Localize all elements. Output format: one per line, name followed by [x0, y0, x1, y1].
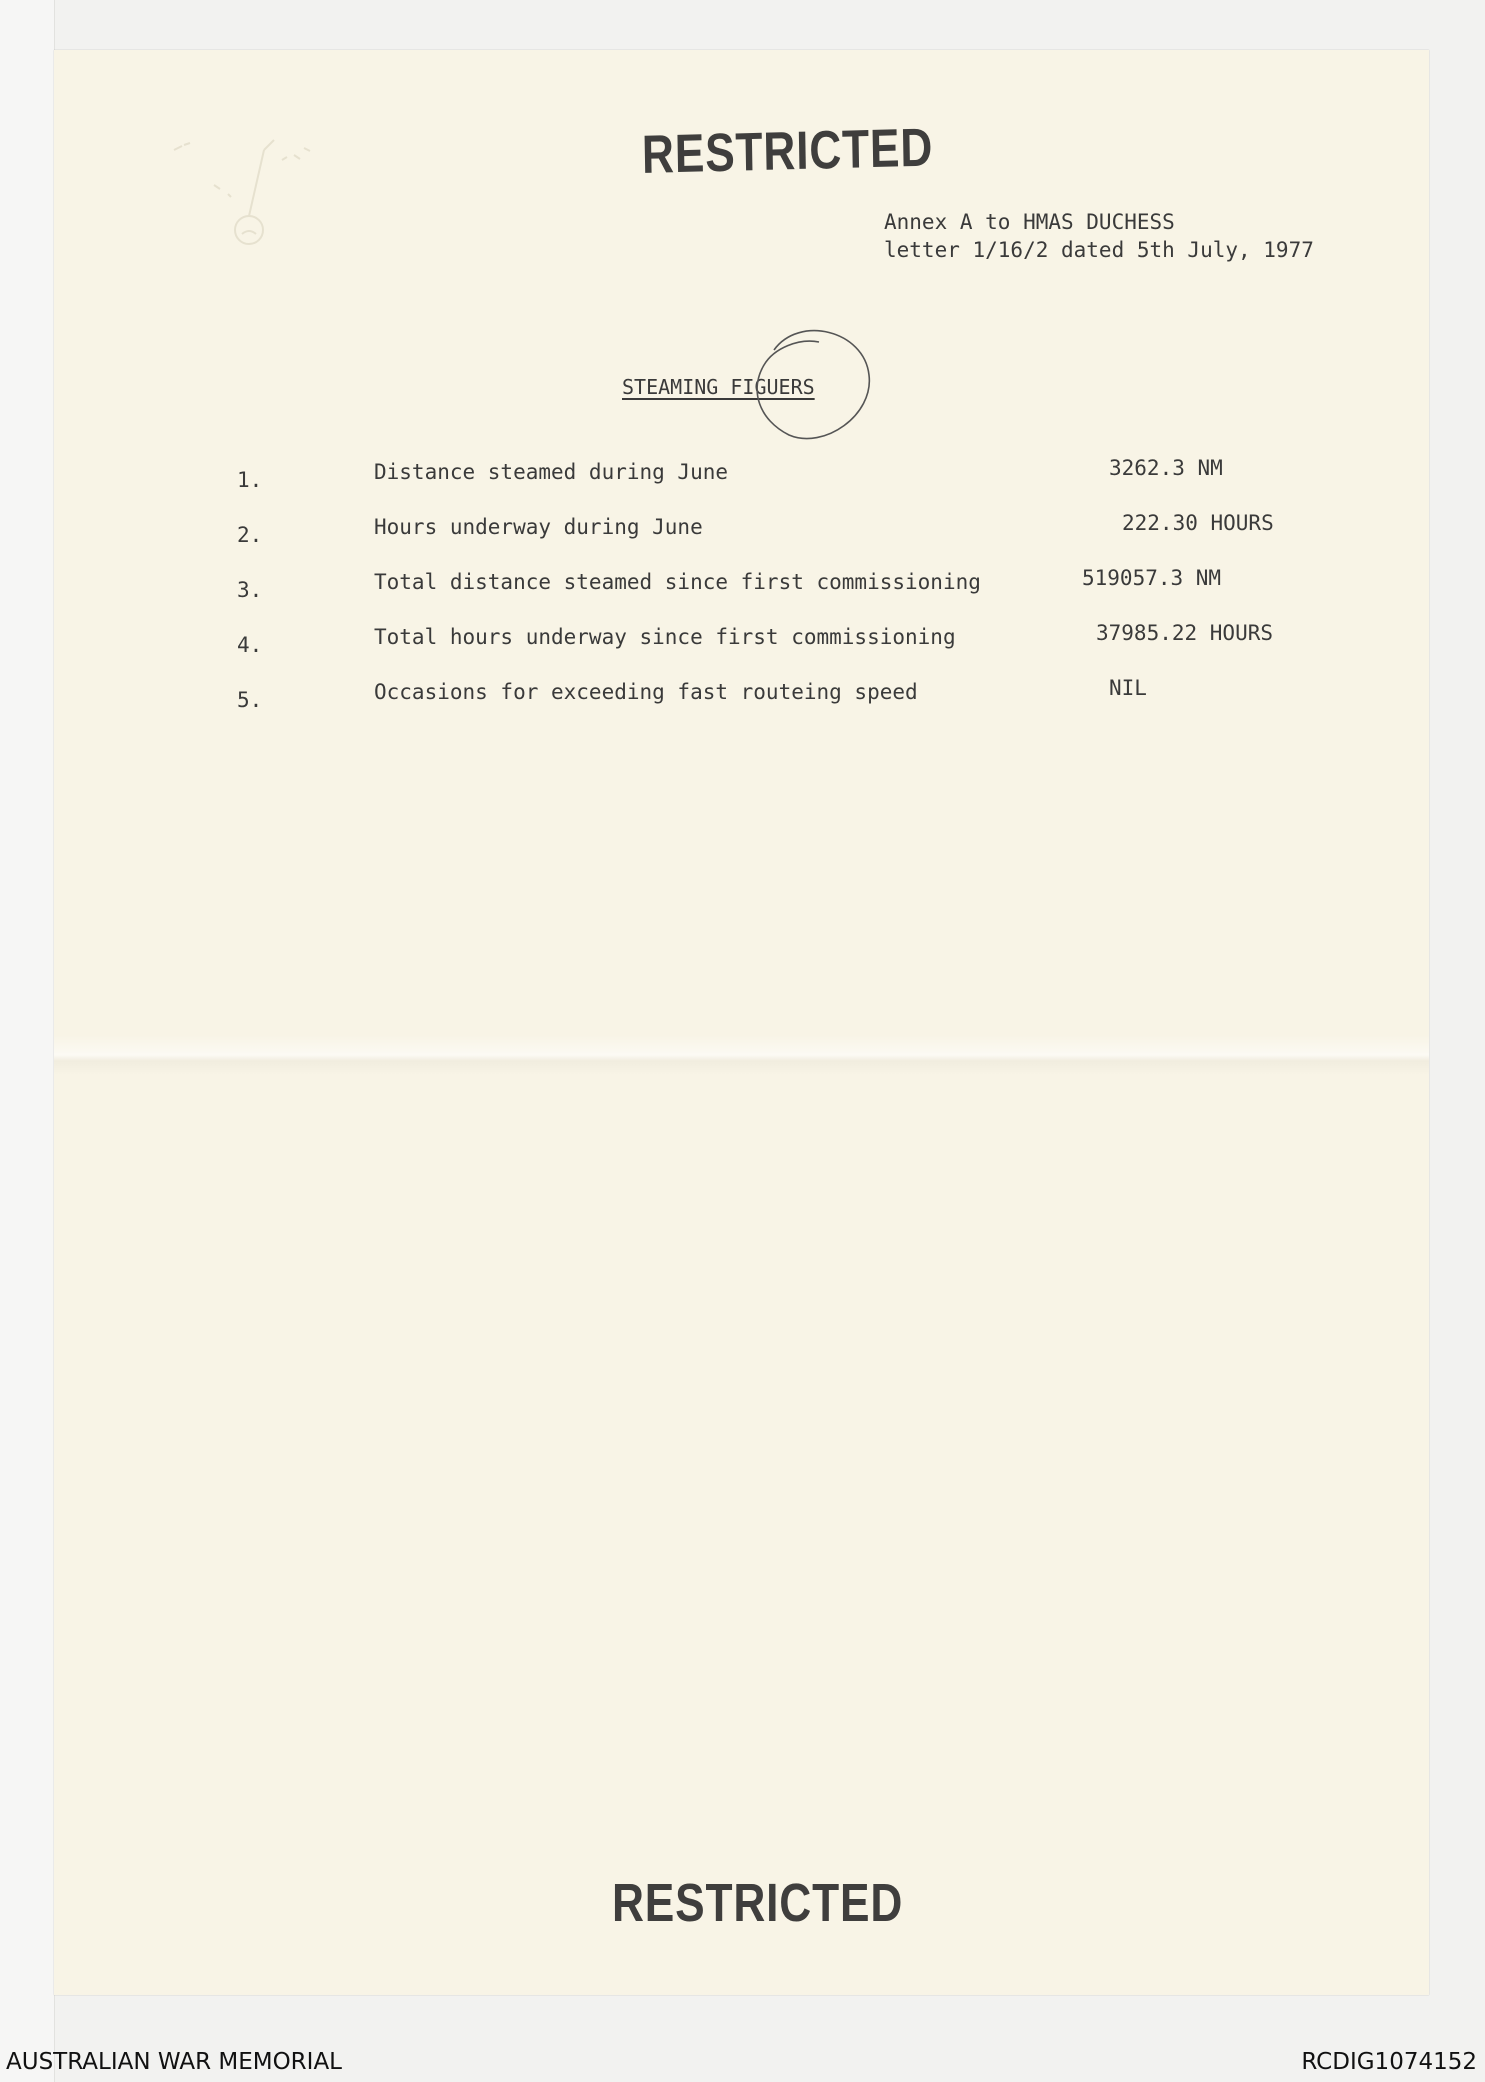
footer-institution: AUSTRALIAN WAR MEMORIAL [6, 2049, 342, 2075]
annex-line-2: letter 1/16/2 dated 5th July, 1977 [884, 238, 1314, 262]
paper-fold-line [54, 1035, 1429, 1075]
item-number: 4. [237, 633, 263, 657]
item-number: 1. [237, 468, 263, 492]
item-number: 3. [237, 578, 263, 602]
annex-line-1: Annex A to HMAS DUCHESS [884, 210, 1175, 234]
item-value: 222.30 HOURS [1122, 511, 1274, 535]
scan-margin-strip [0, 0, 55, 2082]
list-item [54, 456, 1429, 500]
list-item [54, 676, 1429, 720]
annex-reference [884, 208, 1314, 264]
restricted-stamp-bottom: RESTRICTED [612, 1873, 904, 1933]
embossed-seal [154, 110, 314, 280]
item-description: Total distance steamed since first commissioning [374, 570, 981, 594]
list-item [54, 621, 1429, 665]
list-item [54, 566, 1429, 610]
item-number: 2. [237, 523, 263, 547]
item-number: 5. [237, 688, 263, 712]
document-title: STEAMING FIGUERS [622, 375, 815, 399]
item-description: Distance steamed during June [374, 460, 729, 484]
restricted-stamp-top: RESTRICTED [641, 117, 934, 185]
footer-record-id: RCDIG1074152 [1301, 2049, 1477, 2075]
item-description: Total hours underway since first commissioning [374, 625, 956, 649]
item-value: 3262.3 NM [1109, 456, 1223, 480]
item-description: Hours underway during June [374, 515, 703, 539]
item-value: 37985.22 HOURS [1096, 621, 1274, 645]
handwritten-circle-mark [744, 320, 874, 450]
list-item [54, 511, 1429, 555]
item-value: NIL [1109, 676, 1147, 700]
item-description: Occasions for exceeding fast routeing speed [374, 680, 918, 704]
item-value: 519057.3 NM [1082, 566, 1222, 590]
document-sheet [54, 50, 1429, 1995]
